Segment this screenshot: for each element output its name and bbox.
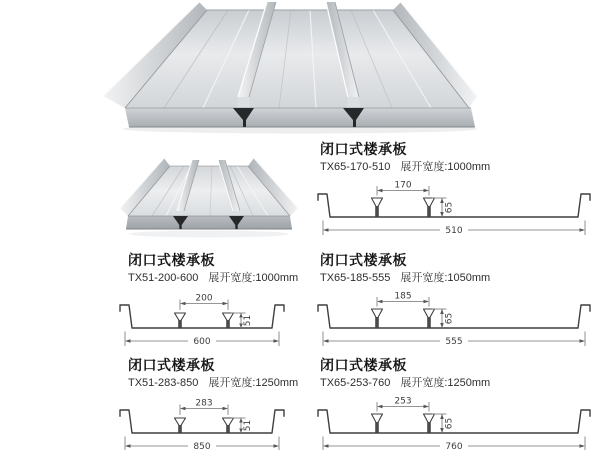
cross-section-diagram (314, 395, 594, 450)
dim-top: 200 (195, 293, 213, 304)
spec-model-line (320, 271, 600, 285)
dim-top: 253 (394, 396, 412, 407)
dim-height: 65 (444, 417, 455, 430)
dim-bottom: 600 (193, 336, 211, 347)
dim-height: 51 (243, 314, 253, 327)
spec-title: 闭口式楼承板 (320, 357, 407, 373)
cross-section-diagram (314, 179, 594, 241)
deck-panel-3d-small-art (118, 152, 298, 244)
spec-model-line (320, 160, 600, 174)
cross-section-diagram (116, 395, 288, 450)
model-code: TX65-185-555 (320, 272, 391, 284)
spec-section-tx65-185-555 (314, 252, 600, 352)
dim-bottom: 510 (445, 225, 463, 236)
dim-bottom: 555 (445, 336, 463, 347)
expand-width: 展开宽度:1000mm (208, 272, 299, 284)
dim-height: 51 (243, 419, 253, 432)
cross-section-diagram (116, 290, 288, 352)
deck-shadow-small (129, 231, 289, 238)
spec-title: 闭口式楼承板 (128, 252, 215, 268)
model-code: TX51-200-600 (128, 272, 199, 284)
expand-width: 展开宽度:1000mm (400, 161, 491, 173)
expand-width: 展开宽度:1250mm (400, 377, 491, 389)
spec-title: 闭口式楼承板 (320, 141, 407, 157)
dim-top: 283 (195, 398, 213, 409)
expand-width: 展开宽度:1250mm (208, 377, 299, 389)
dim-bottom: 760 (445, 441, 463, 450)
deck-panel-3d-large (95, 0, 485, 140)
spec-model-line (320, 376, 600, 390)
spec-section-tx65-253-760 (314, 357, 600, 450)
cross-section-diagram (314, 290, 594, 352)
spec-title: 闭口式楼承板 (128, 357, 215, 373)
spec-title: 闭口式楼承板 (320, 252, 407, 268)
dim-height: 65 (444, 201, 455, 214)
deck-panel-3d-small (118, 152, 298, 249)
spec-section-tx65-170-510 (314, 141, 600, 241)
model-code: TX65-170-510 (320, 161, 391, 173)
dim-top: 170 (394, 180, 412, 191)
dim-top: 185 (394, 291, 412, 302)
deck-front-cut-face (125, 108, 475, 127)
dim-bottom: 850 (193, 441, 211, 450)
deck-panel-3d-large-art (95, 0, 485, 135)
model-code: TX51-283-850 (128, 377, 199, 389)
expand-width: 展开宽度:1050mm (400, 272, 491, 284)
dim-height: 65 (444, 312, 455, 325)
deck-front-cut-face-small (126, 216, 292, 229)
model-code: TX65-253-760 (320, 377, 391, 389)
